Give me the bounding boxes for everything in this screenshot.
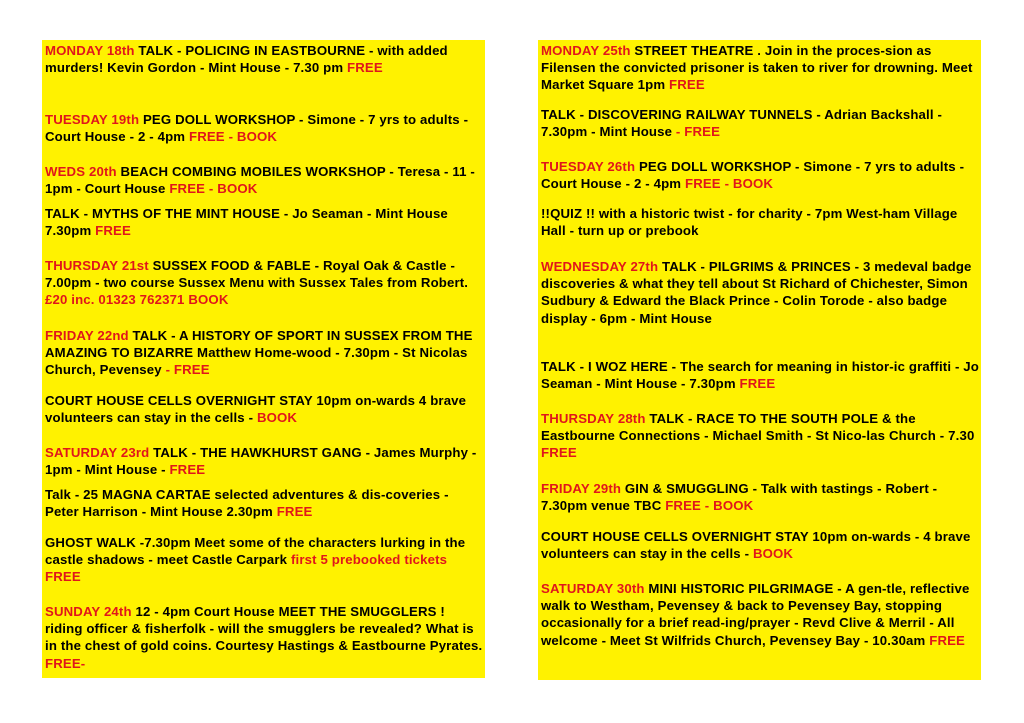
event-wednesday-27 (541, 258, 981, 327)
event-text: STREET THEATRE . Join in the proces-sion as Filensen the convicted prisoner is taken to river for drowning. Meet Market Square 1pm (541, 43, 973, 93)
event-text: TALK - I WOZ HERE - The search for meaning in histor-ic graffiti - Jo Seaman - Mint House - 7.30pm (541, 359, 979, 392)
event-magna-cartae (45, 486, 485, 520)
event-text: GIN & SMUGGLING - Talk with tastings - Robert - 7.30pm venue TBC (541, 481, 938, 514)
event-ghost-walk (45, 534, 485, 586)
event-text: TALK - PILGRIMS & PRINCES - 3 medeval badge discoveries & what they tell about St Richard of Chichester, Simon Sudbury & Edward the Black Prince - Colin Torode - also badge display - 6pm - Mint House (541, 259, 972, 326)
event-text: TALK - A HISTORY OF SPORT IN SUSSEX FROM THE AMAZING TO BIZARRE Matthew Home-wood - 7.30pm - St Nicolas Church, Pevensey (45, 328, 473, 378)
event-day: SATURDAY 30th (541, 581, 645, 596)
event-text: 12 - 4pm Court House MEET THE SMUGGLERS ! riding officer & fisherfolk - will the smugglers be revealed? What is in the chest of gold coins. Courtesy Hastings & Eastbourne Pyrates. (45, 604, 483, 654)
event-tag: FREE (739, 376, 776, 392)
event-tag: FREE (276, 504, 313, 520)
event-tuesday-26 (541, 158, 981, 192)
event-day: TUESDAY 26th (541, 159, 636, 174)
event-weds-20 (45, 163, 485, 197)
event-tag: first 5 prebooked tickets FREE (45, 552, 448, 585)
event-day: WEDNESDAY 27th (541, 259, 659, 274)
event-court-house-cells-2 (541, 528, 981, 562)
event-day: FRIDAY 22nd (45, 328, 129, 343)
event-sunday-24 (45, 603, 485, 672)
event-day: FRIDAY 29th (541, 481, 622, 496)
event-text: Talk - 25 MAGNA CARTAE selected adventures & dis-coveries - Peter Harrison - Mint House 2.30pm (45, 487, 449, 520)
event-tag: - FREE (165, 362, 210, 378)
event-text: TALK - MYTHS OF THE MINT HOUSE - Jo Seaman - Mint House 7.30pm (45, 206, 448, 239)
event-tuesday-19 (45, 111, 485, 145)
event-monday-18 (45, 42, 485, 76)
event-text: TALK - POLICING IN EASTBOURNE - with added murders! Kevin Gordon - Mint House - 7.30 pm (45, 43, 448, 76)
event-thursday-28 (541, 410, 981, 462)
event-text: TALK - DISCOVERING RAILWAY TUNNELS - Adrian Backshall - 7.30pm - Mint House (541, 107, 942, 140)
event-tag: FREE - BOOK (665, 498, 754, 514)
event-tag: FREE - BOOK (169, 181, 258, 197)
event-tag: BOOK (752, 546, 794, 562)
event-text: MINI HISTORIC PILGRIMAGE - A gen-tle, reflective walk to Westham, Pevensey & back to Pevensey Bay, stopping occasionally for a brief read-ing/prayer - Revd Clive & Merril - All welcome - Meet St Wilfrids Church, Pevensey Bay - 10.30am (541, 581, 970, 648)
left-column (42, 40, 485, 678)
event-day: SUNDAY 24th (45, 604, 132, 619)
event-text: COURT HOUSE CELLS OVERNIGHT STAY 10pm on-wards - 4 brave volunteers can stay in the cells - (541, 529, 971, 562)
event-day: THURSDAY 28th (541, 411, 646, 426)
right-column (538, 40, 981, 680)
event-tag: £20 inc. 01323 762371 BOOK (45, 292, 229, 308)
event-text: !!QUIZ !! with a historic twist - for charity - 7pm West-ham Village Hall - turn up or prebook (541, 206, 958, 239)
event-text: GHOST WALK -7.30pm Meet some of the characters lurking in the castle shadows - meet Castle Carpark (45, 535, 466, 568)
event-text: TALK - RACE TO THE SOUTH POLE & the Eastbourne Connections - Michael Smith - St Nico-las Church - 7.30 (541, 411, 975, 444)
event-day: WEDS 20th (45, 164, 117, 179)
event-court-house-cells (45, 392, 485, 426)
event-tag: - FREE (675, 124, 721, 140)
event-monday-25 (541, 42, 981, 94)
event-quiz (541, 205, 981, 239)
event-tag: FREE (541, 445, 577, 461)
event-tag: FREE- (45, 655, 86, 671)
event-friday-29 (541, 480, 981, 514)
event-saturday-23 (45, 444, 485, 478)
event-tag: FREE - BOOK (684, 176, 774, 192)
event-day: SATURDAY 23rd (45, 445, 150, 460)
event-text: COURT HOUSE CELLS OVERNIGHT STAY 10pm on-wards 4 brave volunteers can stay in the cells - (45, 393, 467, 426)
event-text: PEG DOLL WORKSHOP - Simone - 7 yrs to adults - Court House - 2 - 4pm (541, 159, 965, 192)
event-myths-mint-house (45, 205, 485, 239)
event-tag: FREE (169, 462, 206, 478)
event-thursday-21 (45, 257, 485, 309)
event-friday-22 (45, 327, 485, 379)
event-tag: BOOK (256, 410, 298, 426)
event-text: BEACH COMBING MOBILES WORKSHOP - Teresa - 11 - 1pm - Court House (45, 164, 475, 197)
event-text: SUSSEX FOOD & FABLE - Royal Oak & Castle - 7.00pm - two course Sussex Menu with Sussex Tales from Robert. (45, 258, 469, 291)
event-railway-tunnels (541, 106, 981, 140)
event-text: PEG DOLL WORKSHOP - Simone - 7 yrs to adults - Court House - 2 - 4pm (45, 112, 469, 145)
event-saturday-30 (541, 580, 981, 649)
event-day: TUESDAY 19th (45, 112, 140, 127)
event-tag: FREE (347, 60, 383, 76)
event-day: MONDAY 25th (541, 43, 631, 58)
event-i-woz-here (541, 358, 981, 392)
event-day: MONDAY 18th (45, 43, 135, 58)
event-day: THURSDAY 21st (45, 258, 149, 273)
event-tag: FREE (95, 223, 131, 239)
event-tag: FREE - BOOK (188, 129, 278, 145)
event-tag: FREE (929, 632, 966, 648)
event-text: TALK - THE HAWKHURST GANG - James Murphy - 1pm - Mint House - (45, 445, 477, 478)
event-tag: FREE (669, 77, 705, 93)
